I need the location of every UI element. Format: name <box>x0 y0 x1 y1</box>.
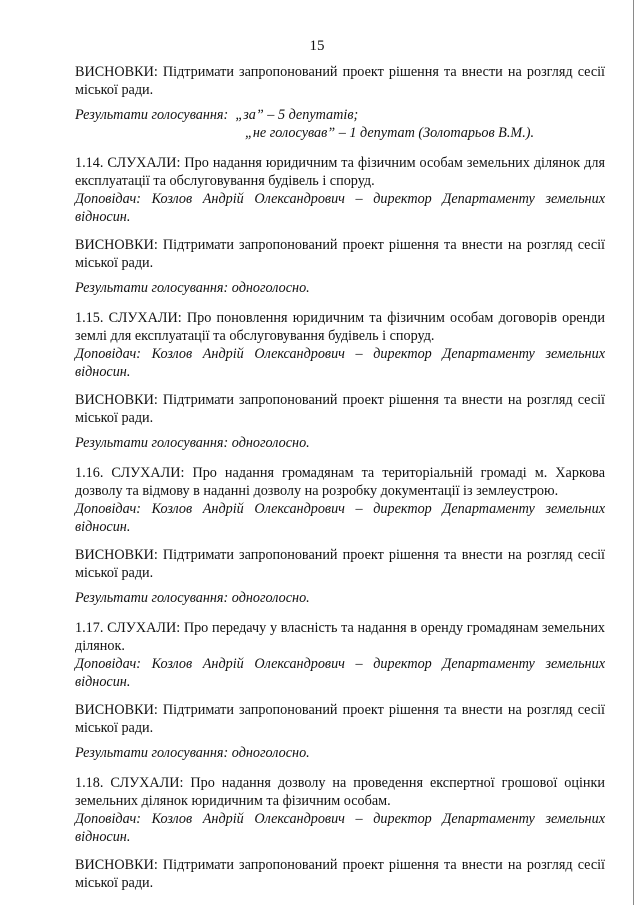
conclusion-paragraph: ВИСНОВКИ: Підтримати запропонований проект рішення та внести на розгляд сесії міської ради. <box>75 392 605 426</box>
page-number: 15 <box>309 38 325 54</box>
heard-paragraph: 1.15. СЛУХАЛИ: Про поновлення юридичним та фізичним особам договорів оренди землі для експлуатації та обслуговування будівель і споруд. <box>75 310 605 344</box>
conclusion-paragraph: ВИСНОВКИ: Підтримати запропонований проект рішення та внести на розгляд сесії міської ради. <box>75 702 605 736</box>
vote-label: Результати голосування: <box>75 107 229 123</box>
vote-block <box>75 106 605 142</box>
vote-for: „за” – 5 депутатів; <box>235 107 359 123</box>
speaker-paragraph: Доповідач: Козлов Андрій Олександрович – директор Департаменту земельних відносин. <box>75 656 605 690</box>
vote-result: Результати голосування: одноголосно. <box>75 280 310 296</box>
conclusion-paragraph: ВИСНОВКИ: Підтримати запропонований проект рішення та внести на розгляд сесії міської ради. <box>75 64 605 98</box>
heard-paragraph: 1.16. СЛУХАЛИ: Про надання громадянам та територіальній громаді м. Харкова дозволу та відмову в наданні дозволу на розробку документації із землеустрою. <box>75 465 605 499</box>
conclusion-paragraph: ВИСНОВКИ: Підтримати запропонований проект рішення та внести на розгляд сесії міської ради. <box>75 857 605 891</box>
vote-result: Результати голосування: одноголосно. <box>75 590 310 606</box>
agenda-item-1-16 <box>75 464 605 607</box>
conclusion-paragraph: ВИСНОВКИ: Підтримати запропонований проект рішення та внести на розгляд сесії міської ради. <box>75 237 605 271</box>
heard-paragraph: 1.14. СЛУХАЛИ: Про надання юридичним та фізичним особам земельних ділянок для експлуатації та обслуговування будівель і споруд. <box>75 155 605 189</box>
agenda-item-1-15 <box>75 309 605 452</box>
vote-result: Результати голосування: одноголосно. <box>75 435 310 451</box>
agenda-item-1-18 <box>75 774 605 892</box>
document-body <box>75 63 605 892</box>
speaker-paragraph: Доповідач: Козлов Андрій Олександрович – директор Департаменту земельних відносин. <box>75 501 605 535</box>
heard-paragraph: 1.18. СЛУХАЛИ: Про надання дозволу на проведення експертної грошової оцінки земельних ділянок юридичним та фізичним особам. <box>75 775 605 809</box>
agenda-item-1-14 <box>75 154 605 297</box>
vote-abstain: „не голосував” – 1 депутат (Золотарьов В.М.). <box>245 125 535 141</box>
vote-result: Результати голосування: одноголосно. <box>75 745 310 761</box>
speaker-paragraph: Доповідач: Козлов Андрій Олександрович – директор Департаменту земельних відносин. <box>75 346 605 380</box>
speaker-paragraph: Доповідач: Козлов Андрій Олександрович – директор Департаменту земельних відносин. <box>75 191 605 225</box>
agenda-item-1-17 <box>75 619 605 762</box>
heard-paragraph: 1.17. СЛУХАЛИ: Про передачу у власність та надання в оренду громадянам земельних ділянок. <box>75 620 605 654</box>
conclusion-paragraph: ВИСНОВКИ: Підтримати запропонований проект рішення та внести на розгляд сесії міської ради. <box>75 547 605 581</box>
speaker-paragraph: Доповідач: Козлов Андрій Олександрович – директор Департаменту земельних відносин. <box>75 811 605 845</box>
